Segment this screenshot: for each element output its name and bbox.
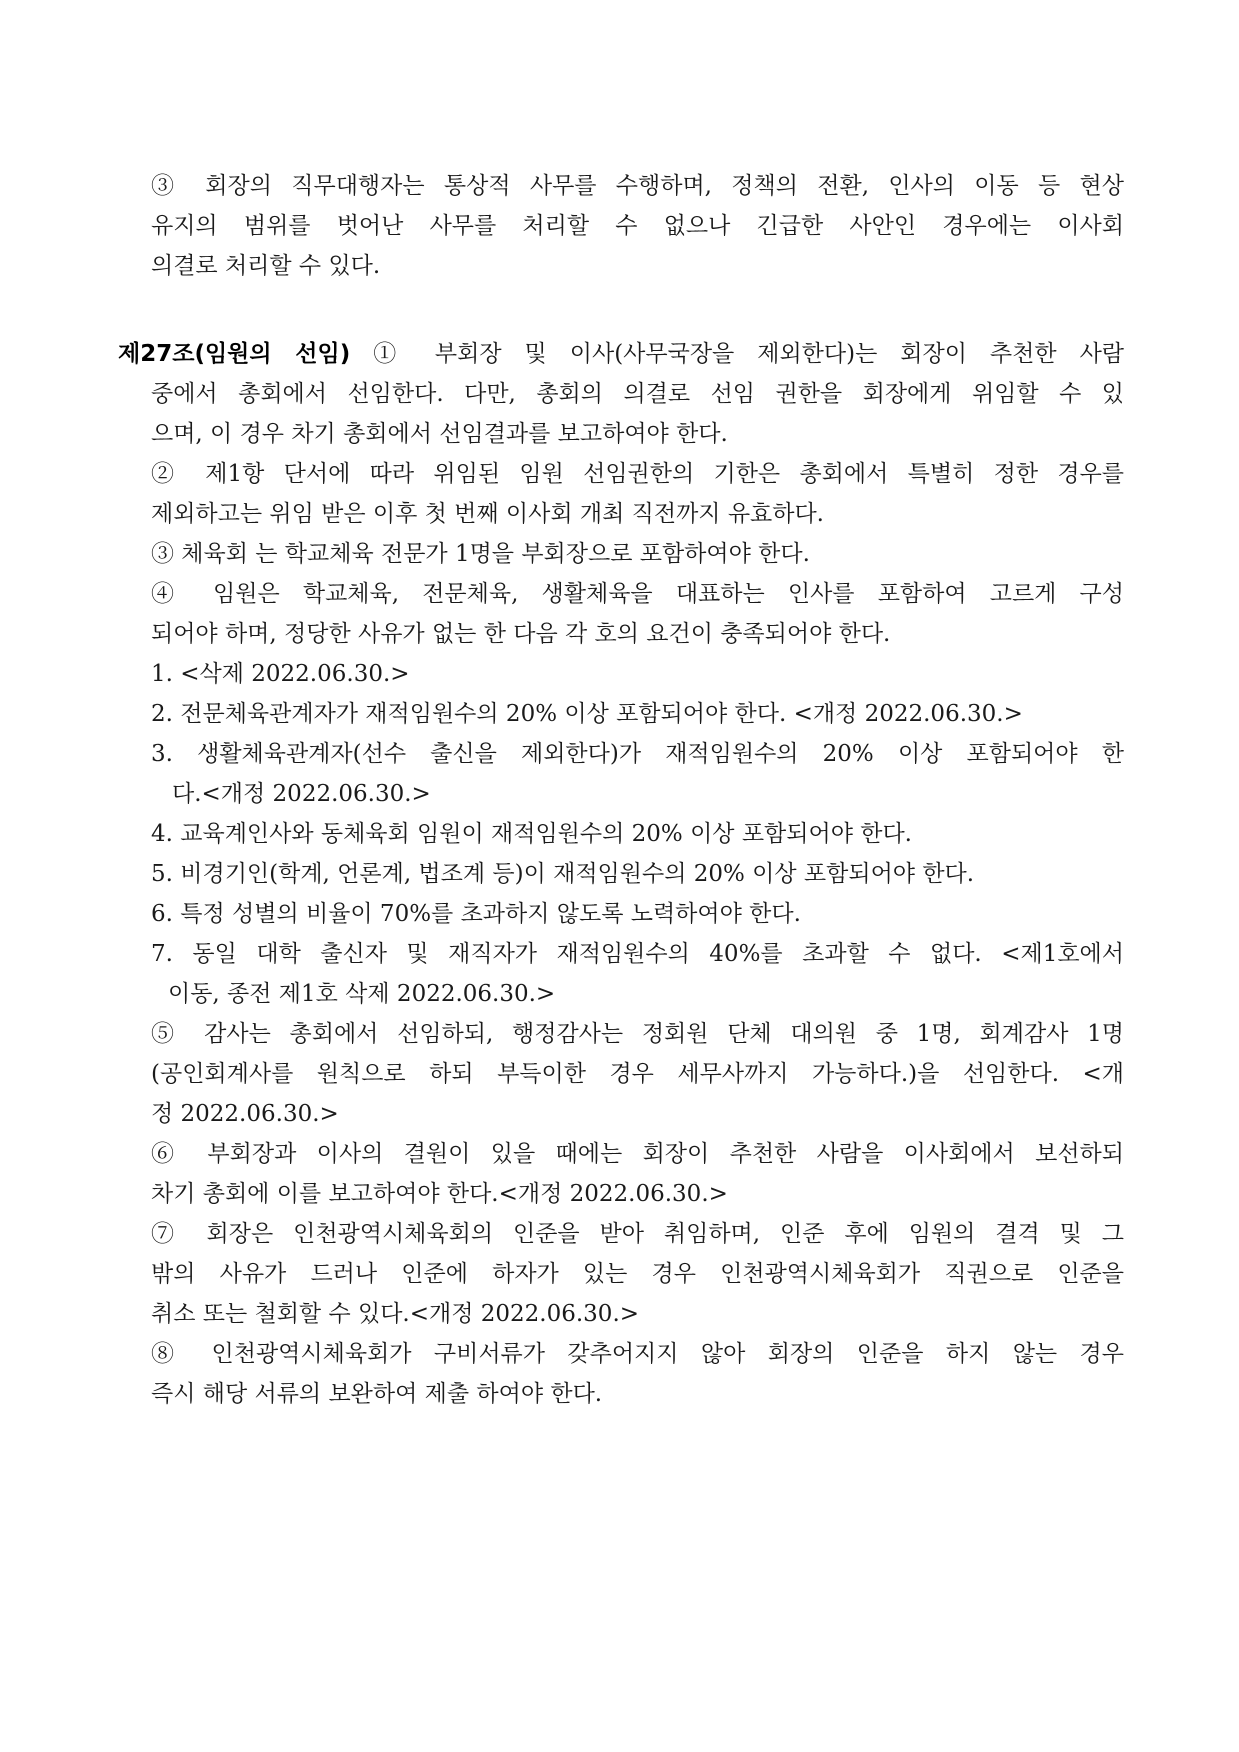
article-26-paragraph-3	[148, 166, 1124, 286]
list-item-3-cont: 다.<개정 2022.06.30.>	[172, 781, 431, 807]
article-27	[118, 334, 1124, 1414]
text-line: 제외하고는 위임 받은 이후 첫 번째 이사회 개최 직전까지 유효하다.	[151, 501, 824, 527]
text-line: 즉시 해당 서류의 보완하여 제출 하여야 한다.	[151, 1381, 603, 1407]
text-line: 차기 총회에 이를 보고하여야 한다.<개정 2022.06.30.>	[151, 1181, 728, 1207]
text-line: 밖의 사유가 드러나 인준에 하자가 있는 경우 인천광역시체육회가 직권으로 인준을	[151, 1261, 1124, 1287]
document-body	[118, 166, 1124, 1414]
list-item-3: 3. 생활체육관계자(선수 출신을 제외한다)가 재적임원수의 20% 이상 포함되어야 한	[151, 741, 1124, 767]
text-line: 정 2022.06.30.>	[151, 1101, 339, 1127]
text-line: (공인회계사를 원칙으로 하되 부득이한 경우 세무사까지 가능하다.)을 선임한다. <개	[151, 1061, 1124, 1087]
list-item-7-cont: 이동, 종전 제1호 삭제 2022.06.30.>	[168, 981, 556, 1007]
text-line: 취소 또는 철회할 수 있다.<개정 2022.06.30.>	[151, 1301, 640, 1327]
text-line: ⑧ 인천광역시체육회가 구비서류가 갖추어지지 않아 회장의 인준을 하지 않는 경우	[151, 1341, 1124, 1367]
text-line: ⑦ 회장은 인천광역시체육회의 인준을 받아 취임하며, 인준 후에 임원의 결격 및 그	[151, 1221, 1124, 1247]
text-line: ⑥ 부회장과 이사의 결원이 있을 때에는 회장이 추천한 사람을 이사회에서 보선하되	[151, 1141, 1124, 1167]
list-item-6: 6. 특정 성별의 비율이 70%를 초과하지 않도록 노력하여야 한다.	[151, 901, 801, 927]
text-line: ③ 회장의 직무대행자는 통상적 사무를 수행하며, 정책의 전환, 인사의 이동 등 현상	[151, 173, 1124, 199]
list-item-2: 2. 전문체육관계자가 재적임원수의 20% 이상 포함되어야 한다. <개정 2022.06.30.>	[151, 701, 1023, 727]
text-line: ④ 임원은 학교체육, 전문체육, 생활체육을 대표하는 인사를 포함하여 고르게 구성	[151, 581, 1124, 607]
list-item-1: 1. <삭제 2022.06.30.>	[151, 661, 410, 687]
article-heading: 제27조(임원의 선임)	[118, 341, 351, 367]
text-segment: ① 부회장 및 이사(사무국장을 제외한다)는 회장이 추천한 사람	[373, 341, 1124, 367]
text-line: ② 제1항 단서에 따라 위임된 임원 선임권한의 기한은 총회에서 특별히 정한 경우를	[151, 461, 1124, 487]
text-line: 으며, 이 경우 차기 총회에서 선임결과를 보고하여야 한다.	[151, 421, 728, 447]
list-item-4: 4. 교육계인사와 동체육회 임원이 재적임원수의 20% 이상 포함되어야 한다.	[151, 821, 912, 847]
list-item-5: 5. 비경기인(학계, 언론계, 법조계 등)이 재적임원수의 20% 이상 포함되어야 한다.	[151, 861, 975, 887]
text-line: ③ 체육회 는 학교체육 전문가 1명을 부회장으로 포함하여야 한다.	[151, 541, 810, 567]
text-line: 의결로 처리할 수 있다.	[151, 253, 381, 279]
text-line: 유지의 범위를 벗어난 사무를 처리할 수 없으나 긴급한 사안인 경우에는 이사회	[151, 213, 1124, 239]
text-line: 되어야 하며, 정당한 사유가 없는 한 다음 각 호의 요건이 충족되어야 한다.	[151, 621, 891, 647]
text-line: ⑤ 감사는 총회에서 선임하되, 행정감사는 정회원 단체 대의원 중 1명, 회계감사 1명	[151, 1021, 1124, 1047]
article-27-first-line	[118, 334, 1124, 374]
list-item-7: 7. 동일 대학 출신자 및 재직자가 재적임원수의 40%를 초과할 수 없다. <제1호에서	[151, 941, 1124, 967]
text-line: 중에서 총회에서 선임한다. 다만, 총회의 의결로 선임 권한을 회장에게 위임할 수 있	[151, 381, 1124, 407]
